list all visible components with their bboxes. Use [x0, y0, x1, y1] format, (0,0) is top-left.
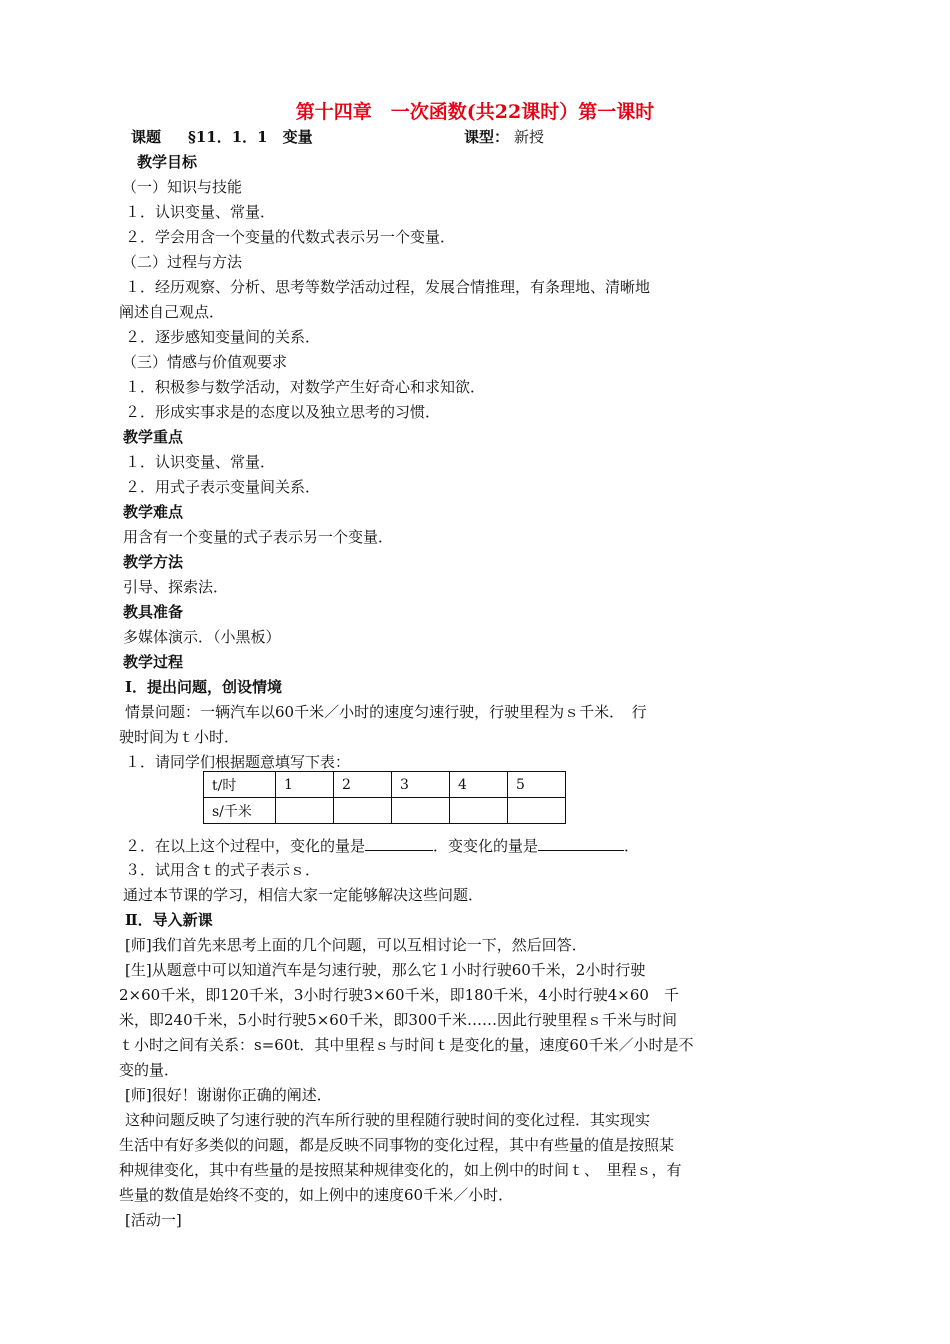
process-item-1-line-2: 阐述自己观点． — [119, 303, 225, 321]
time-distance-table — [203, 771, 566, 824]
question-1: １．请同学们根据题意填写下表： — [125, 753, 351, 771]
method-text: 引导、探索法． — [123, 578, 229, 596]
table-cell: 3 — [392, 772, 450, 798]
process-item-1-line-1: １．经历观察、分析、思考等数学活动过程，发展合情推理，有条理地、清晰地 — [125, 278, 651, 296]
paragraph-line-1: 这种问题反映了匀速行驶的汽车所行驶的里程随行驶时间的变化过程．其实现实 — [125, 1111, 651, 1129]
process-item-2: ２．逐步感知变量间的关系． — [125, 328, 321, 346]
tools-text: 多媒体演示．（小黑板） — [123, 628, 281, 646]
scenario-line-1: 情景问题：一辆汽车以60千米／小时的速度匀速行驶，行驶里程为ｓ千米． 行 — [125, 703, 647, 721]
difficulty-text: 用含有一个变量的式子表示另一个变量． — [123, 528, 394, 546]
answer-blank-2[interactable] — [538, 835, 624, 851]
table-cell: t/时 — [204, 772, 276, 798]
process-method-heading: （二）过程与方法 — [122, 253, 243, 271]
knowledge-heading: （一）知识与技能 — [122, 178, 243, 196]
table-cell: 4 — [450, 772, 508, 798]
activity-heading: [活动一] — [125, 1211, 182, 1229]
table-cell: 1 — [276, 772, 334, 798]
question-2-part-1: ２．在以上这个过程中，变化的量是 — [125, 837, 366, 855]
table-cell — [392, 798, 450, 824]
knowledge-item-2: ２．学会用含一个变量的代数式表示另一个变量． — [125, 228, 456, 246]
lesson-type-value: 新授 — [514, 128, 545, 146]
question-2-part-3: ． — [624, 837, 640, 855]
student-line-1: [生]从题意中可以知道汽车是匀速行驶，那么它１小时行驶60千米，2小时行驶 — [125, 961, 646, 979]
table-cell: s/千米 — [204, 798, 276, 824]
table-row — [204, 772, 566, 798]
emotion-heading: （三）情感与价值观要求 — [122, 353, 288, 371]
table-cell: 5 — [508, 772, 566, 798]
paragraph-line-4: 些量的数值是始终不变的，如上例中的速度60千米／小时． — [119, 1186, 514, 1204]
table-cell — [334, 798, 392, 824]
paragraph-line-3: 种规律变化，其中有些量的是按照某种规律变化的，如上例中的时间ｔ、 里程ｓ，有 — [119, 1161, 682, 1179]
student-line-2: 2×60千米，即120千米，3小时行驶3×60千米，即180千米，4小时行驶4×60 千 — [119, 986, 679, 1004]
key-point-1: １．认识变量、常量． — [125, 453, 276, 471]
section-1-closing: 通过本节课的学习，相信大家一定能够解决这些问题． — [123, 886, 484, 904]
emotion-item-1: １．积极参与数学活动，对数学产生好奇心和求知欲． — [125, 378, 486, 396]
section-1-heading: Ⅰ．提出问题，创设情境 — [125, 678, 283, 696]
page-title: 第十四章 一次函数(共22课时）第一课时 — [295, 101, 655, 123]
question-3: ３．试用含ｔ的式子表示ｓ． — [125, 861, 321, 879]
objectives-heading: 教学目标 — [137, 153, 198, 171]
paragraph-line-2: 生活中有好多类似的问题，都是反映不同事物的变化过程，其中有些量的值是按照某 — [119, 1136, 675, 1154]
question-2 — [125, 835, 639, 856]
question-2-part-2: ．变变化的量是 — [433, 837, 539, 855]
table-cell — [450, 798, 508, 824]
student-line-5: 变的量． — [119, 1061, 180, 1079]
table-cell — [276, 798, 334, 824]
teacher-line-1: [师]我们首先来思考上面的几个问题，可以互相讨论一下，然后回答． — [125, 936, 587, 954]
student-line-4: ｔ小时之间有关系：s=60t．其中里程ｓ与时间ｔ是变化的量，速度60千米／小时是不 — [119, 1036, 694, 1054]
tools-heading: 教具准备 — [123, 603, 184, 621]
answer-blank-1[interactable] — [365, 835, 433, 851]
process-heading: 教学过程 — [123, 653, 184, 671]
table-cell — [508, 798, 566, 824]
scenario-line-2: 驶时间为ｔ小时． — [119, 728, 240, 746]
topic-value: §11．1．1 变量 — [188, 128, 313, 146]
section-2-heading: Ⅱ．导入新课 — [125, 911, 213, 929]
key-point-2: ２．用式子表示变量间关系． — [125, 478, 321, 496]
method-heading: 教学方法 — [123, 553, 184, 571]
difficulty-heading: 教学难点 — [123, 503, 184, 521]
table-cell: 2 — [334, 772, 392, 798]
lesson-type-label: 课型： — [464, 128, 510, 146]
table-row — [204, 798, 566, 824]
teacher-line-2: [师]很好！谢谢你正确的阐述． — [125, 1086, 332, 1104]
emotion-item-2: ２．形成实事求是的态度以及独立思考的习惯． — [125, 403, 441, 421]
student-line-3: 米，即240千米，5小时行驶5×60千米，即300千米……因此行驶里程ｓ千米与时间 — [119, 1011, 678, 1029]
key-points-heading: 教学重点 — [123, 428, 184, 446]
topic-label: 课题 — [131, 128, 162, 146]
knowledge-item-1: １．认识变量、常量． — [125, 203, 276, 221]
